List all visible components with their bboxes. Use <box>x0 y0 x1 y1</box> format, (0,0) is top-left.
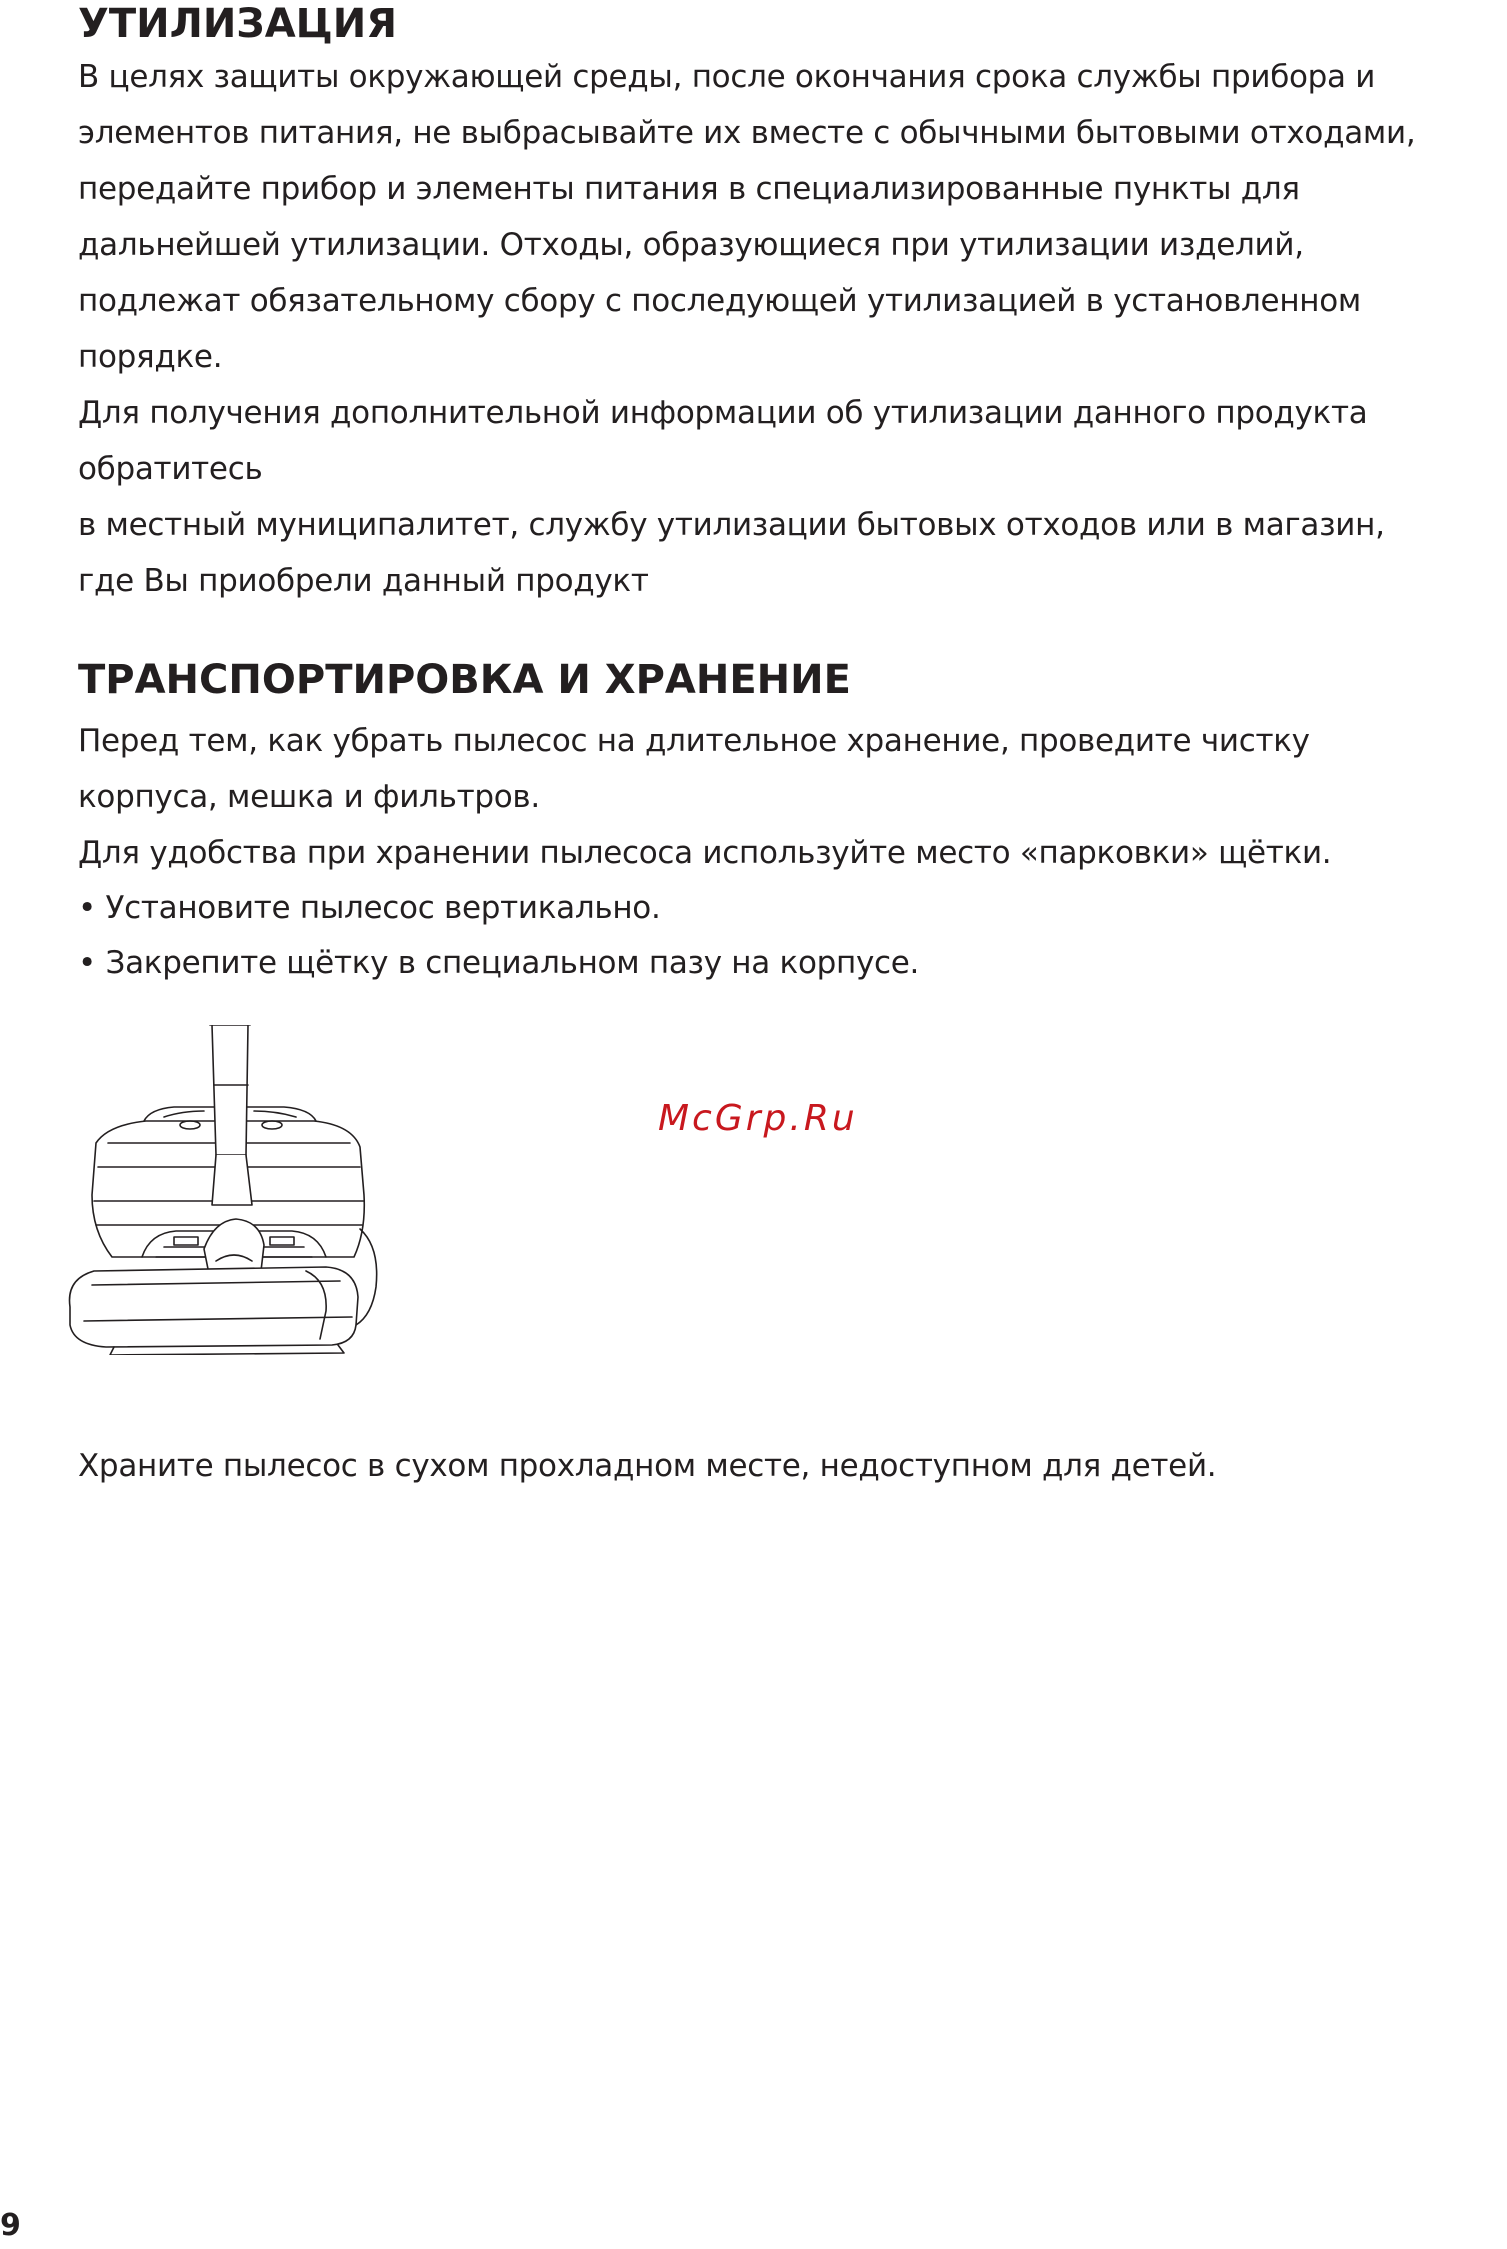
disposal-text-line: в местный муниципалитет, службу утилизации бытовых отходов или в магазин, <box>78 507 1385 543</box>
transport-heading: ТРАНСПОРТИРОВКА И ХРАНЕНИЕ <box>78 657 851 703</box>
disposal-text-line: порядке. <box>78 339 223 375</box>
disposal-text-line: передайте прибор и элементы питания в специализированные пункты для <box>78 171 1300 207</box>
transport-text-line: Перед тем, как убрать пылесос на длительное хранение, проведите чистку <box>78 723 1310 759</box>
transport-text-line: Для удобства при хранении пылесоса используйте место «парковки» щётки. <box>78 835 1332 871</box>
disposal-text-line: подлежат обязательному сбору с последующей утилизацией в установленном <box>78 283 1362 319</box>
disposal-text-line: В целях защиты окружающей среды, после окончания срока службы прибора и <box>78 59 1376 95</box>
disposal-heading: УТИЛИЗАЦИЯ <box>78 1 398 47</box>
transport-bullet-item: • Закрепите щётку в специальном пазу на корпусе. <box>78 945 920 981</box>
page-number: 9 <box>0 2208 21 2243</box>
vacuum-cleaner-parked-illustration <box>64 1025 394 1355</box>
disposal-text-line: Для получения дополнительной информации об утилизации данного продукта <box>78 395 1368 431</box>
disposal-text-line: обратитесь <box>78 451 263 487</box>
transport-bullet-item: • Установите пылесос вертикально. <box>78 890 661 926</box>
disposal-text-line: где Вы приобрели данный продукт <box>78 563 649 599</box>
disposal-text-line: элементов питания, не выбрасывайте их вместе с обычными бытовыми отходами, <box>78 115 1416 151</box>
disposal-text-line: дальнейшей утилизации. Отходы, образующиеся при утилизации изделий, <box>78 227 1304 263</box>
transport-text-line: корпуса, мешка и фильтров. <box>78 779 540 815</box>
watermark: McGrp.Ru <box>658 1098 858 1139</box>
storage-note: Храните пылесос в сухом прохладном месте, недоступном для детей. <box>78 1448 1217 1484</box>
